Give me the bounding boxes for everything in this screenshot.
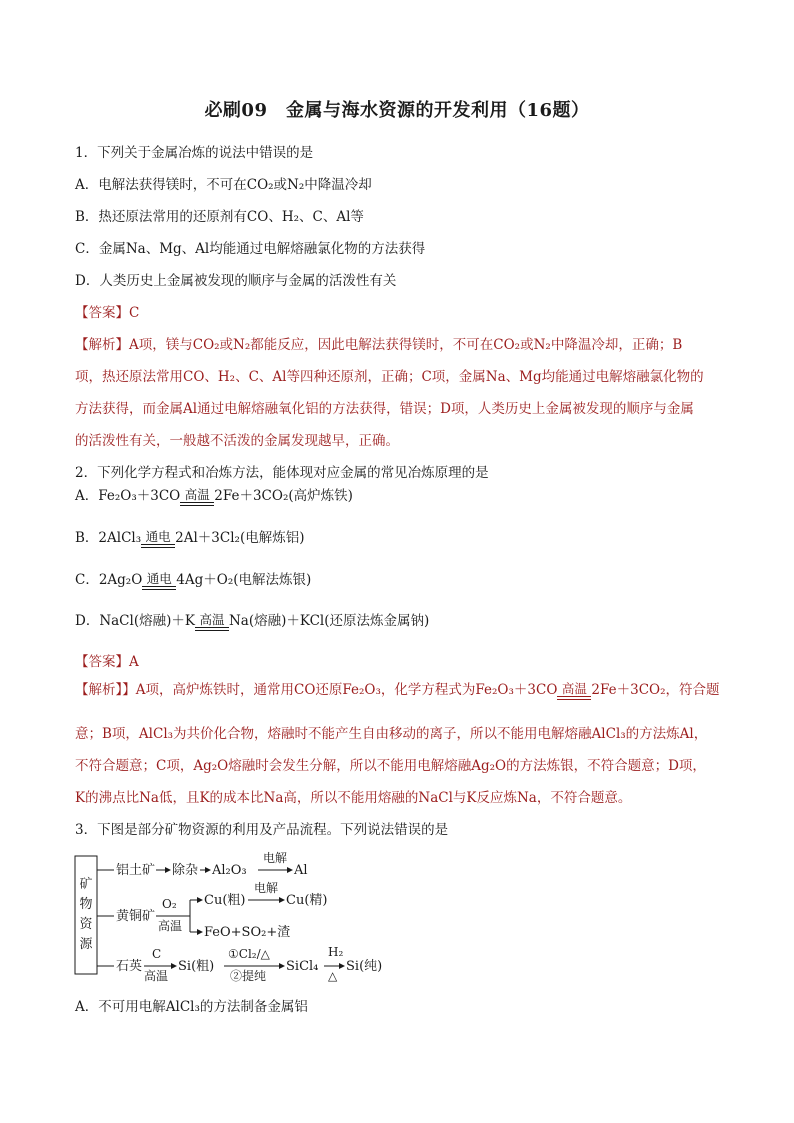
box-label-char: 源	[79, 937, 93, 952]
row1-ore: 铝土矿	[116, 863, 156, 878]
equation-left: A．Fe₂O₃＋3CO	[75, 488, 181, 504]
row2-ore: 黄铜矿	[116, 909, 156, 924]
row2-refined-copper: Cu(精)	[286, 893, 328, 908]
q2-analysis-line-4: K的沸点比Na低，且K的成本比Na高，所以不能用熔融的NaCl与K反应炼Na，不符合题意。	[75, 790, 632, 806]
resource-box	[75, 856, 97, 974]
equation-left: B．2AlCl₃	[75, 530, 142, 546]
q1-analysis-line-1: 【解析】A项，镁与CO₂或N₂都能反应，因此电解法获得镁时，不可在CO₂或N₂中降温冷却，正确；B	[75, 337, 683, 353]
row1-condition: 电解	[263, 851, 288, 865]
q2-analysis-line-3: 不符合题意；C项，Ag₂O熔融时会发生分解，所以不能用电解熔融Ag₂O的方法炼银，不符合题意；D项，	[75, 758, 706, 774]
q2-option-b	[75, 526, 304, 548]
row3-intermediate: SiCl₄	[286, 959, 319, 974]
row1-product: Al	[294, 863, 308, 878]
q1-answer: 【答案】C	[75, 305, 140, 321]
reaction-condition: 高温	[180, 488, 214, 506]
box-label-char: 矿	[79, 877, 93, 892]
q2-option-a	[75, 484, 353, 506]
q2-option-d	[75, 609, 429, 631]
q2-option-c	[75, 568, 311, 590]
row3-ore: 石英	[116, 959, 143, 974]
equation-right: 4Ag＋O₂(电解法炼银)	[176, 572, 312, 588]
row2-reagent: O₂	[162, 897, 177, 911]
q2-analysis-line-2: 意；B项，AlCl₃为共价化合物，熔融时不能产生自由移动的离子，所以不能用电解熔融AlCl₃的方法炼Al，	[75, 726, 708, 742]
reaction-condition: 通电	[142, 572, 176, 590]
reaction-condition: 通电	[141, 530, 175, 548]
equation-left: C．2Ag₂O	[75, 572, 143, 588]
row2-crude-copper: Cu(粗)	[204, 893, 246, 908]
equation-right: 2Fe＋3CO₂(高炉炼铁)	[214, 488, 353, 504]
box-label-char: 资	[79, 917, 93, 932]
row3-heat: △	[328, 969, 338, 982]
q1-option-a: A．电解法获得镁时，不可在CO₂或N₂中降温冷却	[75, 177, 372, 193]
row3-crude-silicon: Si(粗)	[178, 959, 215, 974]
row2-byproducts: FeO+SO₂+渣	[204, 925, 291, 940]
mineral-flow-diagram	[72, 846, 412, 982]
equation-right: 2Al＋3Cl₂(电解炼铝)	[175, 530, 305, 546]
q3-option-a: A．不可用电解AlCl₃的方法制备金属铝	[75, 999, 308, 1015]
equation-left: D．NaCl(熔融)＋K	[75, 613, 195, 629]
q2-analysis-line-1: 【解析】】A项，高炉炼铁时，通常用CO还原Fe₂O₃，化学方程式为Fe₂O₃＋3CO 高温 2Fe＋3CO₂，符合题	[75, 680, 720, 698]
q1-option-c: C．金属Na、Mg、Al均能通过电解熔融氯化物的方法获得	[75, 241, 426, 257]
row3-step-1: ①Cl₂/△	[228, 947, 270, 961]
row2-condition: 高温	[158, 919, 183, 933]
box-label-char: 物	[79, 897, 93, 912]
q1-analysis-line-4: 的活泼性有关，一般越不活泼的金属发现越早，正确。	[75, 433, 399, 449]
q2-answer: 【答案】A	[75, 654, 139, 670]
row3-product: Si(纯)	[346, 959, 383, 974]
row2-electrolysis: 电解	[254, 881, 279, 895]
q2-stem: 2．下列化学方程式和冶炼方法，能体现对应金属的常见冶炼原理的是	[75, 465, 489, 481]
q1-analysis-line-3: 方法获得，而金属Al通过电解熔融氧化铝的方法获得，错误；D项，人类历史上金属被发现的顺序与金属	[75, 401, 694, 417]
q3-stem: 3．下图是部分矿物资源的利用及产品流程。下列说法错误的是	[75, 822, 449, 838]
q1-stem: 1．下列关于金属冶炼的说法中错误的是	[75, 145, 314, 161]
reaction-condition: 高温	[195, 613, 229, 631]
page-title: 必刷09 金属与海水资源的开发利用（16题）	[204, 100, 590, 121]
row3-condition: 高温	[144, 969, 169, 982]
q1-analysis-line-2: 项，热还原法常用CO、H₂、C、Al等四种还原剂，正确；C项，金属Na、Mg均能通过电解熔融氯化物的	[75, 369, 704, 385]
equation-right: Na(熔融)＋KCl(还原法炼金属钠)	[228, 613, 430, 629]
row3-step-2: ②提纯	[230, 969, 267, 982]
row1-intermediate: Al₂O₃	[212, 863, 247, 878]
row3-reagent: C	[152, 947, 162, 961]
row1-step: 除杂	[172, 863, 199, 878]
q1-option-b: B．热还原法常用的还原剂有CO、H₂、C、Al等	[75, 209, 364, 225]
row3-reagent-2: H₂	[328, 945, 344, 959]
reaction-condition: 高温	[557, 682, 591, 700]
q1-option-d: D．人类历史上金属被发现的顺序与金属的活泼性有关	[75, 273, 397, 289]
